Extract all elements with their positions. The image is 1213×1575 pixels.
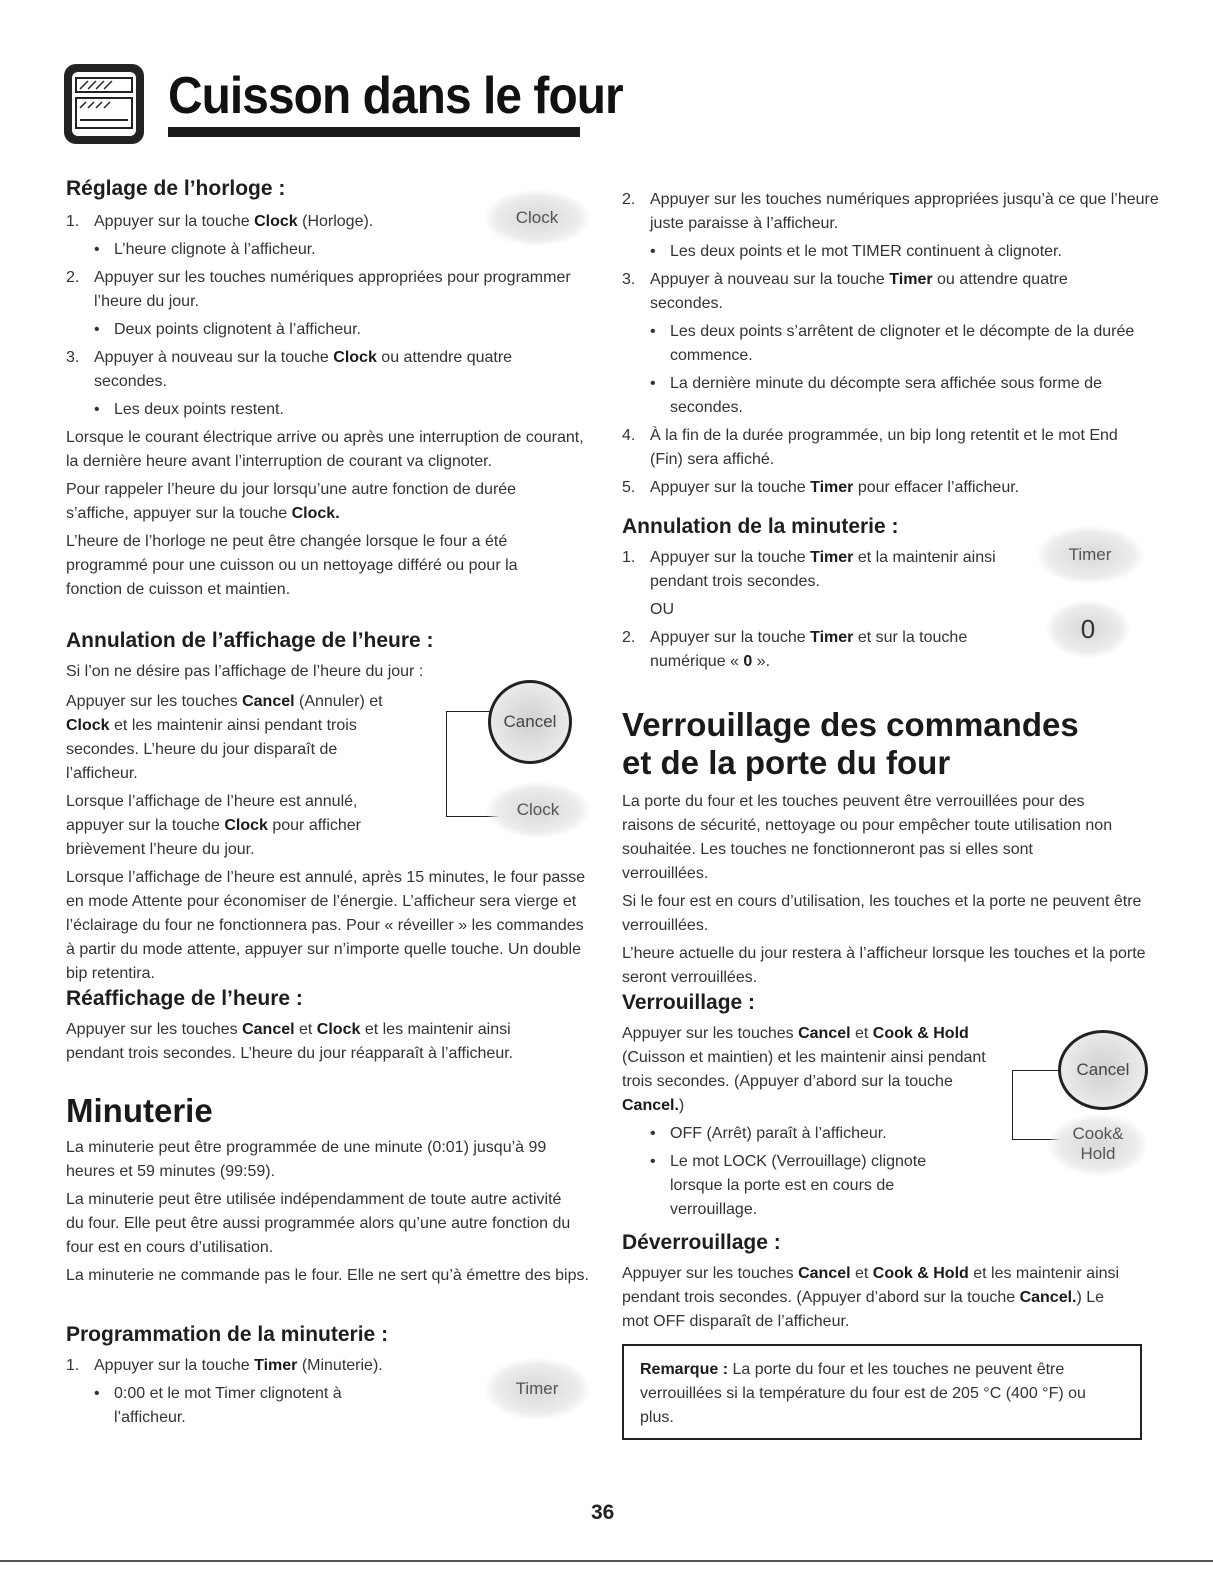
paragraph: Pour rappeler l’heure du jour lorsqu’une autre fonction de durée s’affiche, appuyer sur la touche Clock. [66,481,517,522]
page-number: 36 [591,1501,615,1524]
heading-lock-set: Verrouillage : [622,991,756,1014]
bullet-item: • OFF (Arrêt) paraît à l’afficheur. [650,1125,887,1142]
paragraph: Si le four est en cours d’utilisation, les touches et la porte ne peuvent être verrouillées. [622,893,1142,934]
paragraph: L’heure actuelle du jour restera à l’afficheur lorsque les touches et la porte seront verrouillées. [622,945,1146,986]
bullet-item: • Les deux points restent. [94,401,284,418]
timer-key-icon: Timer [484,1358,590,1420]
bullet-item: • Deux points clignotent à l’afficheur. [94,321,361,338]
heading-clock-redisplay: Réaffichage de l’heure : [66,987,303,1010]
step-4: 4. À la fin de la durée programmée, un bip long retentit et le mot End (Fin) sera affiché. [622,427,1118,468]
paragraph: La porte du four et les touches peuvent être verrouillées pour des raisons de sécurité, nettoyage ou pour empêcher toute utilisation non souhaitée. Les touches ne fonctionneront pas si elles sont verrouillées. [622,793,1113,882]
step-1: 1. Appuyer sur la touche Timer (Minuterie). [66,1357,383,1374]
heading-timer: Minuterie [66,1092,213,1129]
section-unlock [622,1230,1147,1334]
paragraph: Lorsque le courant électrique arrive ou après une interruption de courant, la dernière heure avant l’interruption de courant va clignoter. [66,429,584,470]
step-number: 1. [66,213,80,230]
section-clock-redisplay [66,986,591,1066]
section-timer-continued [622,188,1159,500]
heading-timer-set: Programmation de la minuterie : [66,1323,389,1346]
note-label: Remarque : [640,1361,729,1378]
paragraph: Appuyer sur les touches Cancel et Clock et les maintenir ainsi pendant trois secondes. L’heure du jour réapparaît à l’afficheur. [66,1021,514,1062]
or-label: OU [650,601,674,618]
bullet-item: • L’heure clignote à l’afficheur. [94,241,316,258]
cook-hold-key-icon: Cook& Hold [1048,1114,1148,1176]
bullet-item: • Le mot LOCK (Verrouillage) clignote lorsque la porte est en cours de verrouillage. [650,1153,927,1218]
step-1: 1. Appuyer sur la touche Clock (Horloge). [66,210,591,234]
step-3: 3. Appuyer à nouveau sur la touche Clock ou attendre quatre secondes. [66,349,513,390]
step-2: 2. Appuyer sur les touches numériques appropriées jusqu’à ce que l’heure juste paraisse à l’afficheur. [622,191,1159,232]
paragraph: Appuyer sur les touches Cancel (Annuler) et Clock et les maintenir ainsi pendant trois secondes. L’heure du jour disparaît de l’afficheur. [66,693,383,782]
page-title: Cuisson dans le four [168,67,623,125]
step-2: 2. Appuyer sur la touche Timer et sur la touche numérique « 0 ». [622,629,968,670]
heading-unlock: Déverrouillage : [622,1231,781,1254]
clock-key-icon: Clock [484,190,590,246]
step-5: 5. Appuyer sur la touche Timer pour effacer l’afficheur. [622,479,1020,496]
paragraph: La minuterie peut être programmée de une minute (0:01) jusqu’à 99 heures et 59 minutes (99:59). [66,1139,547,1180]
paragraph: Appuyer sur les touches Cancel et Cook & Hold et les maintenir ainsi pendant trois secondes. (Appuyer d’abord sur la touche Cancel.) Le mot OFF disparaît de l’afficheur. [622,1265,1120,1330]
clock-key-icon: Clock [486,782,590,838]
paragraph: Appuyer sur les touches Cancel et Cook & Hold (Cuisson et maintien) et les maintenir ainsi pendant trois secondes. (Appuyer d’abord sur la touche Cancel.) [622,1025,986,1114]
section-lock [622,706,1147,990]
paragraph: L’heure de l’horloge ne peut être changée lorsque le four a été programmé pour une cuisson ou un nettoyage différé ou pour la fonction de cuisson et maintien. [66,533,518,598]
cancel-key-icon: Cancel [1058,1030,1148,1110]
title-underline [168,127,580,137]
section-timer [66,1092,591,1288]
step-2: 2. Appuyer sur les touches numériques appropriées pour programmer l’heure du jour. [66,269,571,310]
bullet-item: • La dernière minute du décompte sera affichée sous forme de secondes. [650,375,1102,416]
paragraph: Si l’on ne désire pas l’affichage de l’heure du jour : [66,663,424,680]
heading-clock-cancel: Annulation de l’affichage de l’heure : [66,629,434,652]
timer-key-icon: Timer [1036,526,1144,584]
bullet-item: • 0:00 et le mot Timer clignotent à l’afficheur. [94,1385,342,1426]
heading-lock-line1: Verrouillage des commandes [622,706,1079,743]
step-1: 1. Appuyer sur la touche Timer et la maintenir ainsi pendant trois secondes. [622,549,996,590]
heading-lock-line2: et de la porte du four [622,744,951,781]
zero-key-icon: 0 [1046,600,1130,658]
paragraph: La minuterie peut être utilisée indépendamment de toute autre activité du four. Elle peut être aussi programmée alors qu’une autre fonction du four est en cours d’utilisation. [66,1191,571,1256]
step-3: 3. Appuyer à nouveau sur la touche Timer ou attendre quatre secondes. [622,271,1068,312]
heading-clock-set: Réglage de l’horloge : [66,177,286,200]
paragraph: Lorsque l’affichage de l’heure est annulé, appuyer sur la touche Clock pour afficher brièvement l’heure du jour. [66,793,361,858]
note-text: Remarque : La porte du four et les touches ne peuvent être verrouillées si la température du four est de 205 °C (400 °F) ou plus. [640,1361,1086,1426]
footer-rule [0,1560,1213,1562]
paragraph: Lorsque l’affichage de l’heure est annulé, après 15 minutes, le four passe en mode Attente pour économiser de l’énergie. L’afficheur sera vierge et l’éclairage du four ne fonctionnera pas. Pour « réveiller » les commandes à partir du mode attente, appuyer sur n’importe quelle touche. Un double bip retentira. [66,869,586,982]
paragraph: La minuterie ne commande pas le four. Elle ne sert qu’à émettre des bips. [66,1267,589,1284]
note-box [622,1344,1142,1440]
bullet-item: • Les deux points s’arrêtent de clignoter et le décompte de la durée commence. [650,323,1135,364]
heading-timer-cancel: Annulation de la minuterie : [622,515,899,538]
cancel-key-icon: Cancel [488,680,572,764]
bullet-item: • Les deux points et le mot TIMER continuent à clignoter. [650,243,1062,260]
oven-icon [62,62,146,146]
